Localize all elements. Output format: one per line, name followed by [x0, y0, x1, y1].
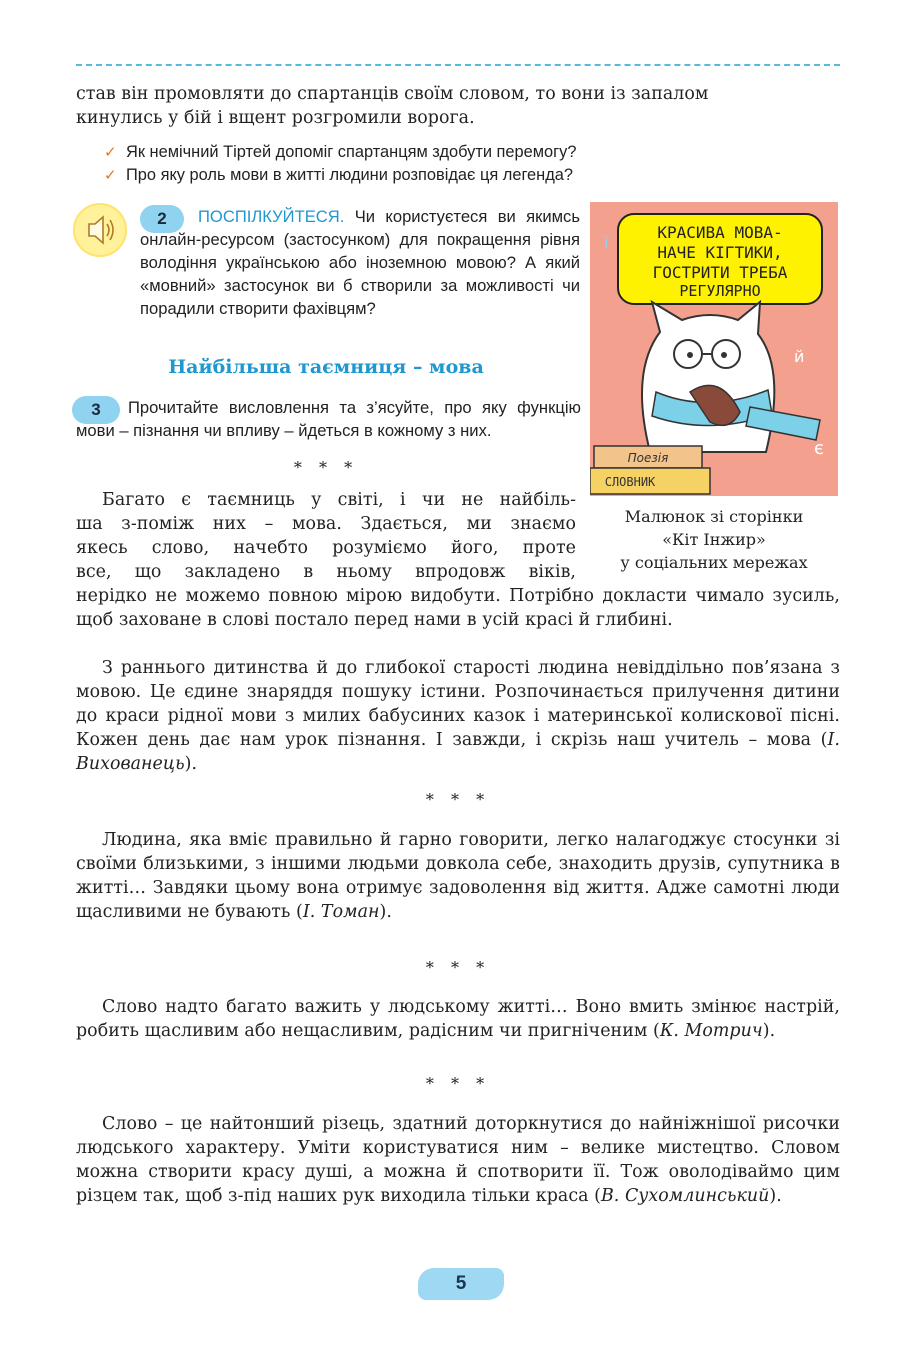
illustration-text: РЕГУЛЯРНО	[679, 282, 761, 300]
task-number-badge: 2	[140, 205, 184, 233]
svg-text:є: є	[814, 438, 824, 459]
quote-line: ша з-поміж них – мова. Здається, ми знаємо	[76, 514, 576, 534]
quote-end: ).	[769, 1186, 782, 1206]
illustration-text: КРАСИВА МОВА-	[657, 223, 783, 242]
quote-2	[76, 828, 840, 924]
task-number-badge: 3	[72, 396, 120, 424]
quote-author: К. Мотрич	[659, 1021, 763, 1041]
illustration-caption	[588, 505, 840, 574]
speaker-icon	[73, 203, 127, 257]
section-heading: Найбільша таємниця – мова	[168, 356, 484, 378]
question-list	[100, 141, 700, 187]
intro-line-2: кинулись у бій і вщент розгромили ворога.	[76, 108, 475, 128]
book-label: Поезія	[627, 451, 669, 465]
quote-1-continuation: нерідко не можемо повною мірою видобути. Потрібно докласти чимало зусиль, щоб заховане в слові постало перед нами в усій красі й глибині.	[76, 586, 840, 630]
caption-line: Малюнок зі сторінки	[624, 507, 804, 526]
question-item	[100, 141, 700, 164]
top-dashed-rule	[76, 64, 840, 66]
quote-author: В. Сухомлинський	[600, 1186, 770, 1206]
quote-end: ).	[184, 754, 198, 774]
quote-text: Людина, яка вміє правильно й гарно говорити, легко налагоджує стосунки зі своїми близькими, з іншими людьми довкола себе, знаходить друзів, супутника в житті… Завдяки цьому вона отримує задоволення від життя. Адже самотні люди щасливими не бувають (	[76, 830, 840, 922]
separator-stars: * * *	[425, 1074, 491, 1093]
quote-text: З раннього дитинства й до глибокої старості людина невіддільно пов’язана з мовою. Це єдине знаряддя пошуку істини. Розпочинається прилучення дитини до краси рідної мови з милих бабусиних казок і материнської колискової пісні. Кожен день дає нам урок пізнання. І завжди, і скрізь наш учитель – мова (	[76, 658, 840, 750]
task-2-text	[140, 205, 580, 320]
quote-4	[76, 1112, 840, 1208]
task-2-lead: ПОСПІЛКУЙТЕСЯ.	[198, 207, 345, 226]
separator-stars: * * *	[425, 790, 491, 809]
question-text: Як немічний Тіртей допоміг спартанцям здобути перемогу?	[126, 143, 577, 161]
page-number: 5	[418, 1268, 504, 1300]
quote-text: Слово надто багато важить у людському житті… Воно вмить змінює настрій, робить щасливим або нещасливим, радісним чи пригніченим (	[76, 997, 840, 1041]
illustration-text: НАЧЕ КІГТИКИ,	[657, 243, 783, 262]
quote-1-paragraph-2	[76, 656, 840, 776]
quote-line: якесь слово, начебто розуміємо його, проте	[76, 538, 576, 558]
task-3-text: Прочитайте висловлення та з’ясуйте, про яку функцію мови – пізнання чи впливу – йдеться в кожному з них.	[76, 398, 581, 440]
caption-line: «Кіт Інжир»	[662, 530, 766, 549]
svg-text:й: й	[794, 347, 805, 366]
quote-line: Багато є таємниць у світі, і чи не найбіль-	[102, 490, 576, 510]
question-text: Про яку роль мови в житті людини розповідає ця легенда?	[126, 166, 574, 184]
svg-text:ї: ї	[604, 233, 609, 252]
quote-3	[76, 995, 840, 1043]
check-icon: ✓	[104, 144, 117, 161]
book-label: СЛОВНИК	[604, 475, 656, 489]
quote-1-wrapped-lines	[76, 488, 576, 584]
quote-author: І. Вихованець	[76, 730, 840, 774]
separator-stars: * * *	[425, 958, 491, 977]
task-2-body: Чи користуєтеся ви якимсь онлайн-ресурсом (застосунком) для покращення рівня володіння українською або іноземною мовою? А який «мовний» застосунок ви б створили за можливості чи порадили створити фахівцям?	[140, 207, 580, 318]
separator-stars: * * *	[293, 458, 359, 477]
cat-illustration	[590, 202, 838, 496]
quote-text: Слово – це найтонший різець, здатний доторкнутися до найніжнішої рисочки людського характеру. Уміти користуватися ним – велике мистецтво. Словом можна створити красу душі, а можна й спотворити її. Тож оволодіваймо цим різцем так, щоб з-під наших рук виходила тільки краса (	[76, 1114, 840, 1206]
quote-line: все, що закладено в ньому впродовж віків,	[76, 562, 576, 582]
check-icon: ✓	[104, 167, 117, 184]
caption-line: у соціальних мережах	[620, 553, 808, 572]
quote-end: ).	[762, 1021, 776, 1041]
illustration-text: ГОСТРИТИ ТРЕБА	[652, 263, 788, 282]
quote-end: ).	[379, 902, 392, 922]
intro-line-1: став він промовляти до спартанців своїм словом, то вони із запалом	[76, 84, 709, 104]
quote-author: І. Томан	[302, 902, 380, 922]
question-item	[100, 164, 700, 187]
